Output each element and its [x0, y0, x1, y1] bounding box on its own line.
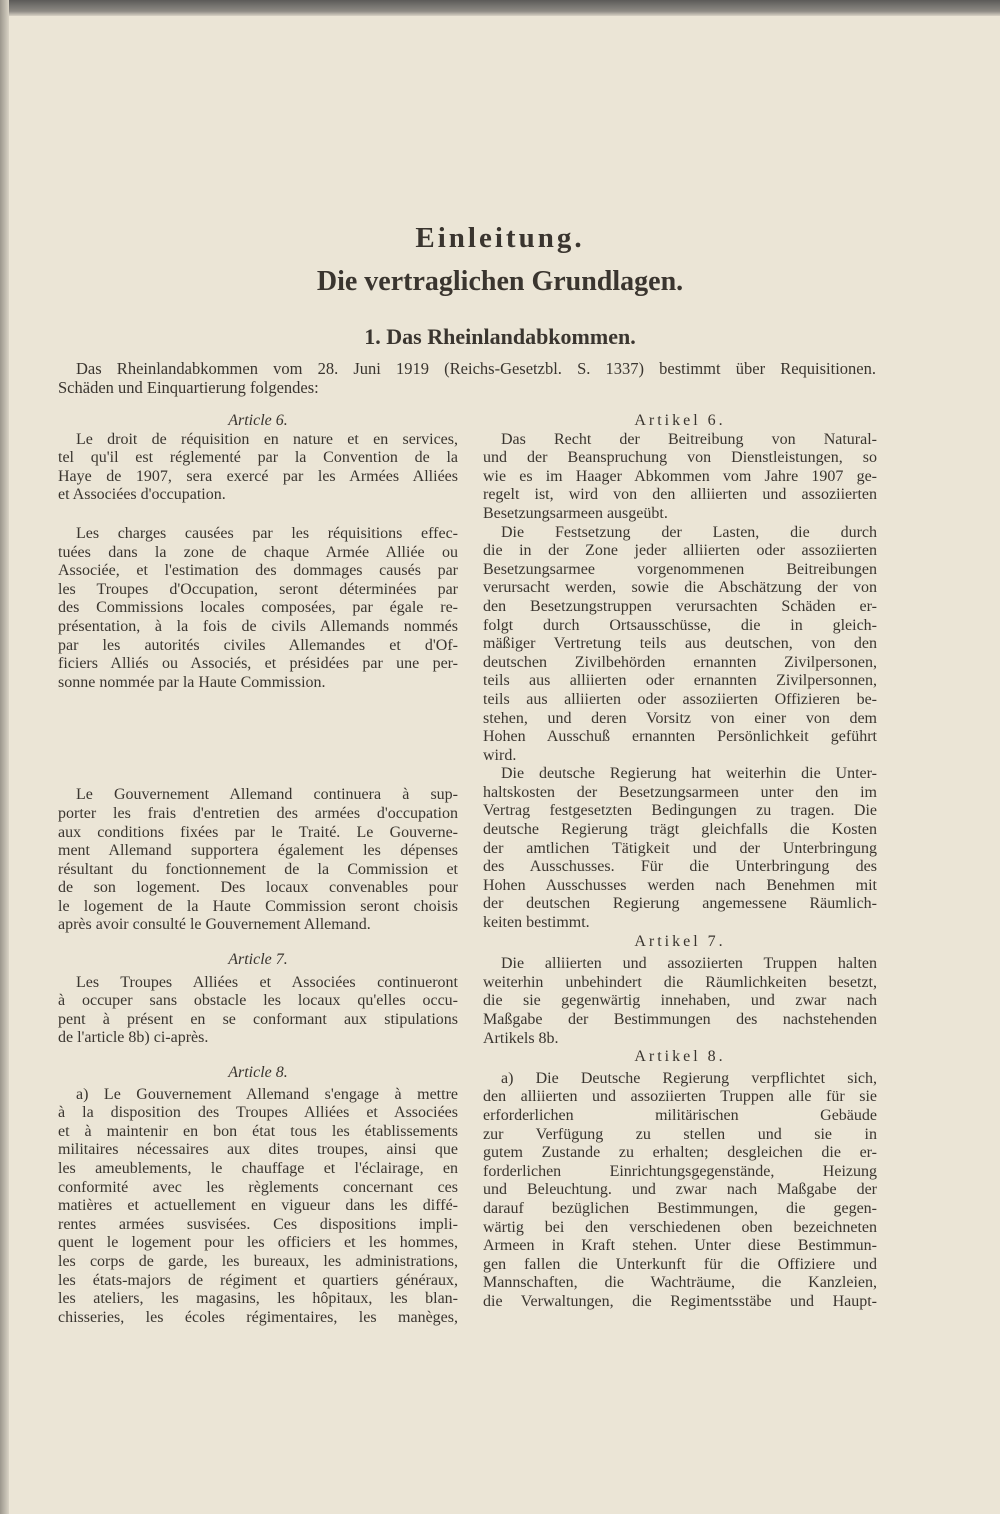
text-line: aux conditions fixées par le Traité. Le Gouverne- — [58, 823, 458, 841]
article-heading: Article 8. — [228, 1064, 288, 1082]
text-line: der amtlichen Tätigkeit und der Unterbringung — [483, 839, 877, 857]
text-line: Die Festsetzung der Lasten, die durch — [501, 523, 877, 541]
text-line: de l'article 8b) ci-après. — [58, 1029, 209, 1047]
text-line: stehen, und deren Vorsitz von einer von dem — [483, 709, 877, 727]
paragraph — [483, 955, 877, 1048]
scan-top-edge — [0, 0, 1000, 16]
paragraph — [483, 1070, 877, 1312]
text-line: porter les frais d'entretien des armées d'occupation — [58, 804, 458, 822]
text-line: die sie gegenwärtig innehaben, und zwar nach — [483, 992, 877, 1010]
text-line: verursacht werden, sowie die Abschätzung der von — [483, 579, 877, 597]
text-line: a) Le Gouvernement Allemand s'engage à mettre — [76, 1085, 458, 1103]
text-line: folgt durch Ortsausschüsse, die in gleich- — [483, 616, 877, 634]
text-line: Das Rheinlandabkommen vom 28. Juni 1919 (Reichs-Gesetzbl. S. 1337) bestimmt über Requisitionen. — [76, 359, 876, 378]
text-line: les ateliers, les magasins, les hôpitaux, les blan- — [58, 1290, 458, 1308]
section-heading: 1. Das Rheinlandabkommen. — [364, 324, 636, 349]
text-line: Besetzungsarmee vorgenommenen Beitreibungen — [483, 560, 877, 578]
text-line: Artikels 8b. — [483, 1029, 559, 1047]
text-line: sonne nommée par la Haute Commission. — [58, 673, 326, 691]
german-column — [483, 412, 877, 1312]
text-line: keiten bestimmt. — [483, 914, 590, 932]
text-line: a) Die Deutsche Regierung verpflichtet sich, — [501, 1069, 877, 1087]
text-line: Schäden und Einquartierung folgendes: — [58, 377, 319, 397]
text-line: résultant du fonctionnement de la Commission et — [58, 860, 458, 878]
text-line: Le Gouvernement Allemand continuera à sup- — [76, 786, 458, 804]
page-subtitle: Die vertraglichen Grundlagen. — [316, 266, 684, 297]
text-line: et à maintenir en bon état tous les établissements — [58, 1122, 458, 1140]
text-line: wärtig bei den verschiedenen oben bezeichneten — [483, 1218, 877, 1236]
paragraph — [483, 431, 877, 524]
text-line: militaires nécessaires aux dites troupes, ainsi que — [58, 1141, 458, 1159]
text-line: Les charges causées par les réquisitions effec- — [76, 524, 458, 542]
text-line: weiterhin unbehindert die Räumlichkeiten besetzt, — [483, 973, 877, 991]
text-line: und der Beanspruchung von Dienstleistungen, so — [483, 449, 877, 467]
text-line: deutschen Zivilbehörden ernannten Zivilpersonen, — [483, 653, 877, 671]
paragraph — [58, 525, 458, 692]
text-line: regelt ist, wird von den alliierten und assoziierten — [483, 486, 877, 504]
text-line: Associée, et l'estimation des dommages causés par — [58, 562, 458, 580]
text-line: à occuper sans obstacle les locaux qu'elles occu- — [58, 992, 458, 1010]
text-line: Vertrag festgesetzten Bedingungen zu tragen. Die — [483, 802, 877, 820]
text-line: zur Verfügung zu stellen und sie in — [483, 1125, 877, 1143]
text-line: wie es im Haager Abkommen vom Jahre 1907 ge- — [483, 467, 877, 485]
text-line: Armeen in Kraft stehen. Unter diese Bestimmun- — [483, 1237, 877, 1255]
text-line: Hohen Ausschusses werden nach Benehmen mit — [483, 876, 877, 894]
text-line: par les autorités civiles Allemandes et d'Of- — [58, 636, 458, 654]
text-line: tel qu'il est réglementé par la Convention de la — [58, 449, 458, 467]
text-line: le logement de la Haute Commission seront choisis — [58, 897, 458, 915]
text-line: à la disposition des Troupes Alliées et Associées — [58, 1104, 458, 1122]
text-line: Hohen Ausschuß ernannten Persönlichkeit geführt — [483, 728, 877, 746]
text-line: matières et actuellement en vigueur dans les diffé- — [58, 1197, 458, 1215]
text-line: den Besetzungstruppen verursachten Schäden er- — [483, 597, 877, 615]
text-line: de son logement. Des locaux convenables pour — [58, 879, 458, 897]
text-line: wird. — [483, 746, 517, 764]
text-line: chisseries, les écoles régimentaires, les manèges, — [58, 1308, 458, 1326]
article-heading: Artikel 7. — [634, 932, 726, 950]
text-line: teils aus alliierten oder assoziierten Offizieren be- — [483, 690, 877, 708]
text-line: darauf bezüglichen Bestimmungen, die gegen- — [483, 1199, 877, 1217]
text-line: ficiers Alliés ou Associés, et présidées par une per- — [58, 655, 458, 673]
text-line: rentes armées susvisées. Ces dispositions impli- — [58, 1215, 458, 1233]
text-line: mäßiger Vertretung teils aus deutschen, von den — [483, 635, 877, 653]
text-line: ment Allemand supportera également les dépenses — [58, 842, 458, 860]
text-line: des Ausschusses. Für die Unterbringung des — [483, 858, 877, 876]
text-line: Besetzungsarmeen ausgeübt. — [483, 504, 668, 522]
text-line: présentation, à la fois de civils Allemands nommés — [58, 617, 458, 635]
article-heading: Artikel 6. — [634, 412, 726, 429]
text-line: deutsche Regierung trägt gleichfalls die Kosten — [483, 821, 877, 839]
text-line: et Associées d'occupation. — [58, 486, 226, 504]
text-line: Maßgabe der Bestimmungen des nachstehenden — [483, 1011, 877, 1028]
text-line: und Beleuchtung. und zwar nach Maßgabe der — [483, 1181, 877, 1199]
text-line: quent le logement pour les officiers et les hommes, — [58, 1234, 458, 1252]
paragraph — [58, 786, 458, 935]
text-line: haltskosten der Besetzungsarmeen unter den im — [483, 783, 877, 801]
text-line: der deutschen Regierung angemessene Räumlich- — [483, 895, 877, 913]
text-line: Le droit de réquisition en nature et en services, — [76, 430, 458, 448]
paragraph — [483, 524, 877, 766]
text-line: les corps de garde, les bureaux, les administrations, — [58, 1252, 458, 1270]
text-line: des Commissions locales composées, par égale re- — [58, 599, 458, 617]
intro-paragraph — [58, 358, 876, 395]
paragraph — [483, 765, 877, 932]
text-line: gen fallen die Unterkunft für die Offiziere und — [483, 1255, 877, 1273]
article-heading: Article 7. — [228, 951, 288, 969]
text-line: après avoir consulté le Gouvernement Allemand. — [58, 916, 371, 934]
paragraph — [58, 431, 458, 505]
text-line: les états-majors de régiment et quartiers généraux, — [58, 1271, 458, 1289]
french-column — [58, 412, 458, 1327]
text-line: Haye de 1907, sera exercé par les Armées Alliées — [58, 467, 458, 485]
text-line: Les Troupes Alliées et Associées continueront — [76, 973, 458, 991]
text-line: conformité avec les règlements concernant ces — [58, 1178, 458, 1196]
text-line: Die alliierten und assoziierten Truppen halten — [501, 955, 877, 973]
text-line: die Verwaltungen, die Regimentsstäbe und Haupt- — [483, 1292, 877, 1310]
page-title: Einleitung. — [415, 222, 585, 254]
paragraph — [58, 974, 458, 1048]
text-line: Das Recht der Beitreibung von Natural- — [501, 430, 877, 448]
text-line: tuées dans la zone de chaque Armée Alliée ou — [58, 543, 458, 561]
text-line: Mannschaften, die Wachträume, die Kanzleien, — [483, 1274, 877, 1292]
text-line: erforderlichen militärischen Gebäude — [483, 1106, 877, 1124]
text-line: die in der Zone jeder alliierten oder assoziierten — [483, 542, 877, 560]
text-line: teils aus alliierten oder ernannten Zivilpersonnen, — [483, 672, 877, 690]
text-line: les Troupes d'Occupation, seront déterminées par — [58, 580, 458, 598]
text-line: pent à présent en se conformant aux stipulations — [58, 1010, 458, 1028]
paragraph — [58, 1086, 458, 1328]
text-line: les ameublements, le chauffage et l'éclairage, en — [58, 1160, 458, 1177]
text-line: den alliierten und assoziierten Truppen alle für sie — [483, 1088, 877, 1106]
text-line: forderlichen Einrichtungsgegenstände, Heizung — [483, 1162, 877, 1180]
article-heading: Article 6. — [228, 412, 288, 429]
article-heading: Artikel 8. — [634, 1048, 726, 1066]
text-line: Die deutsche Regierung hat weiterhin die Unter- — [501, 765, 877, 783]
text-line: gutem Zustande zu erhalten; desgleichen die er- — [483, 1144, 877, 1162]
